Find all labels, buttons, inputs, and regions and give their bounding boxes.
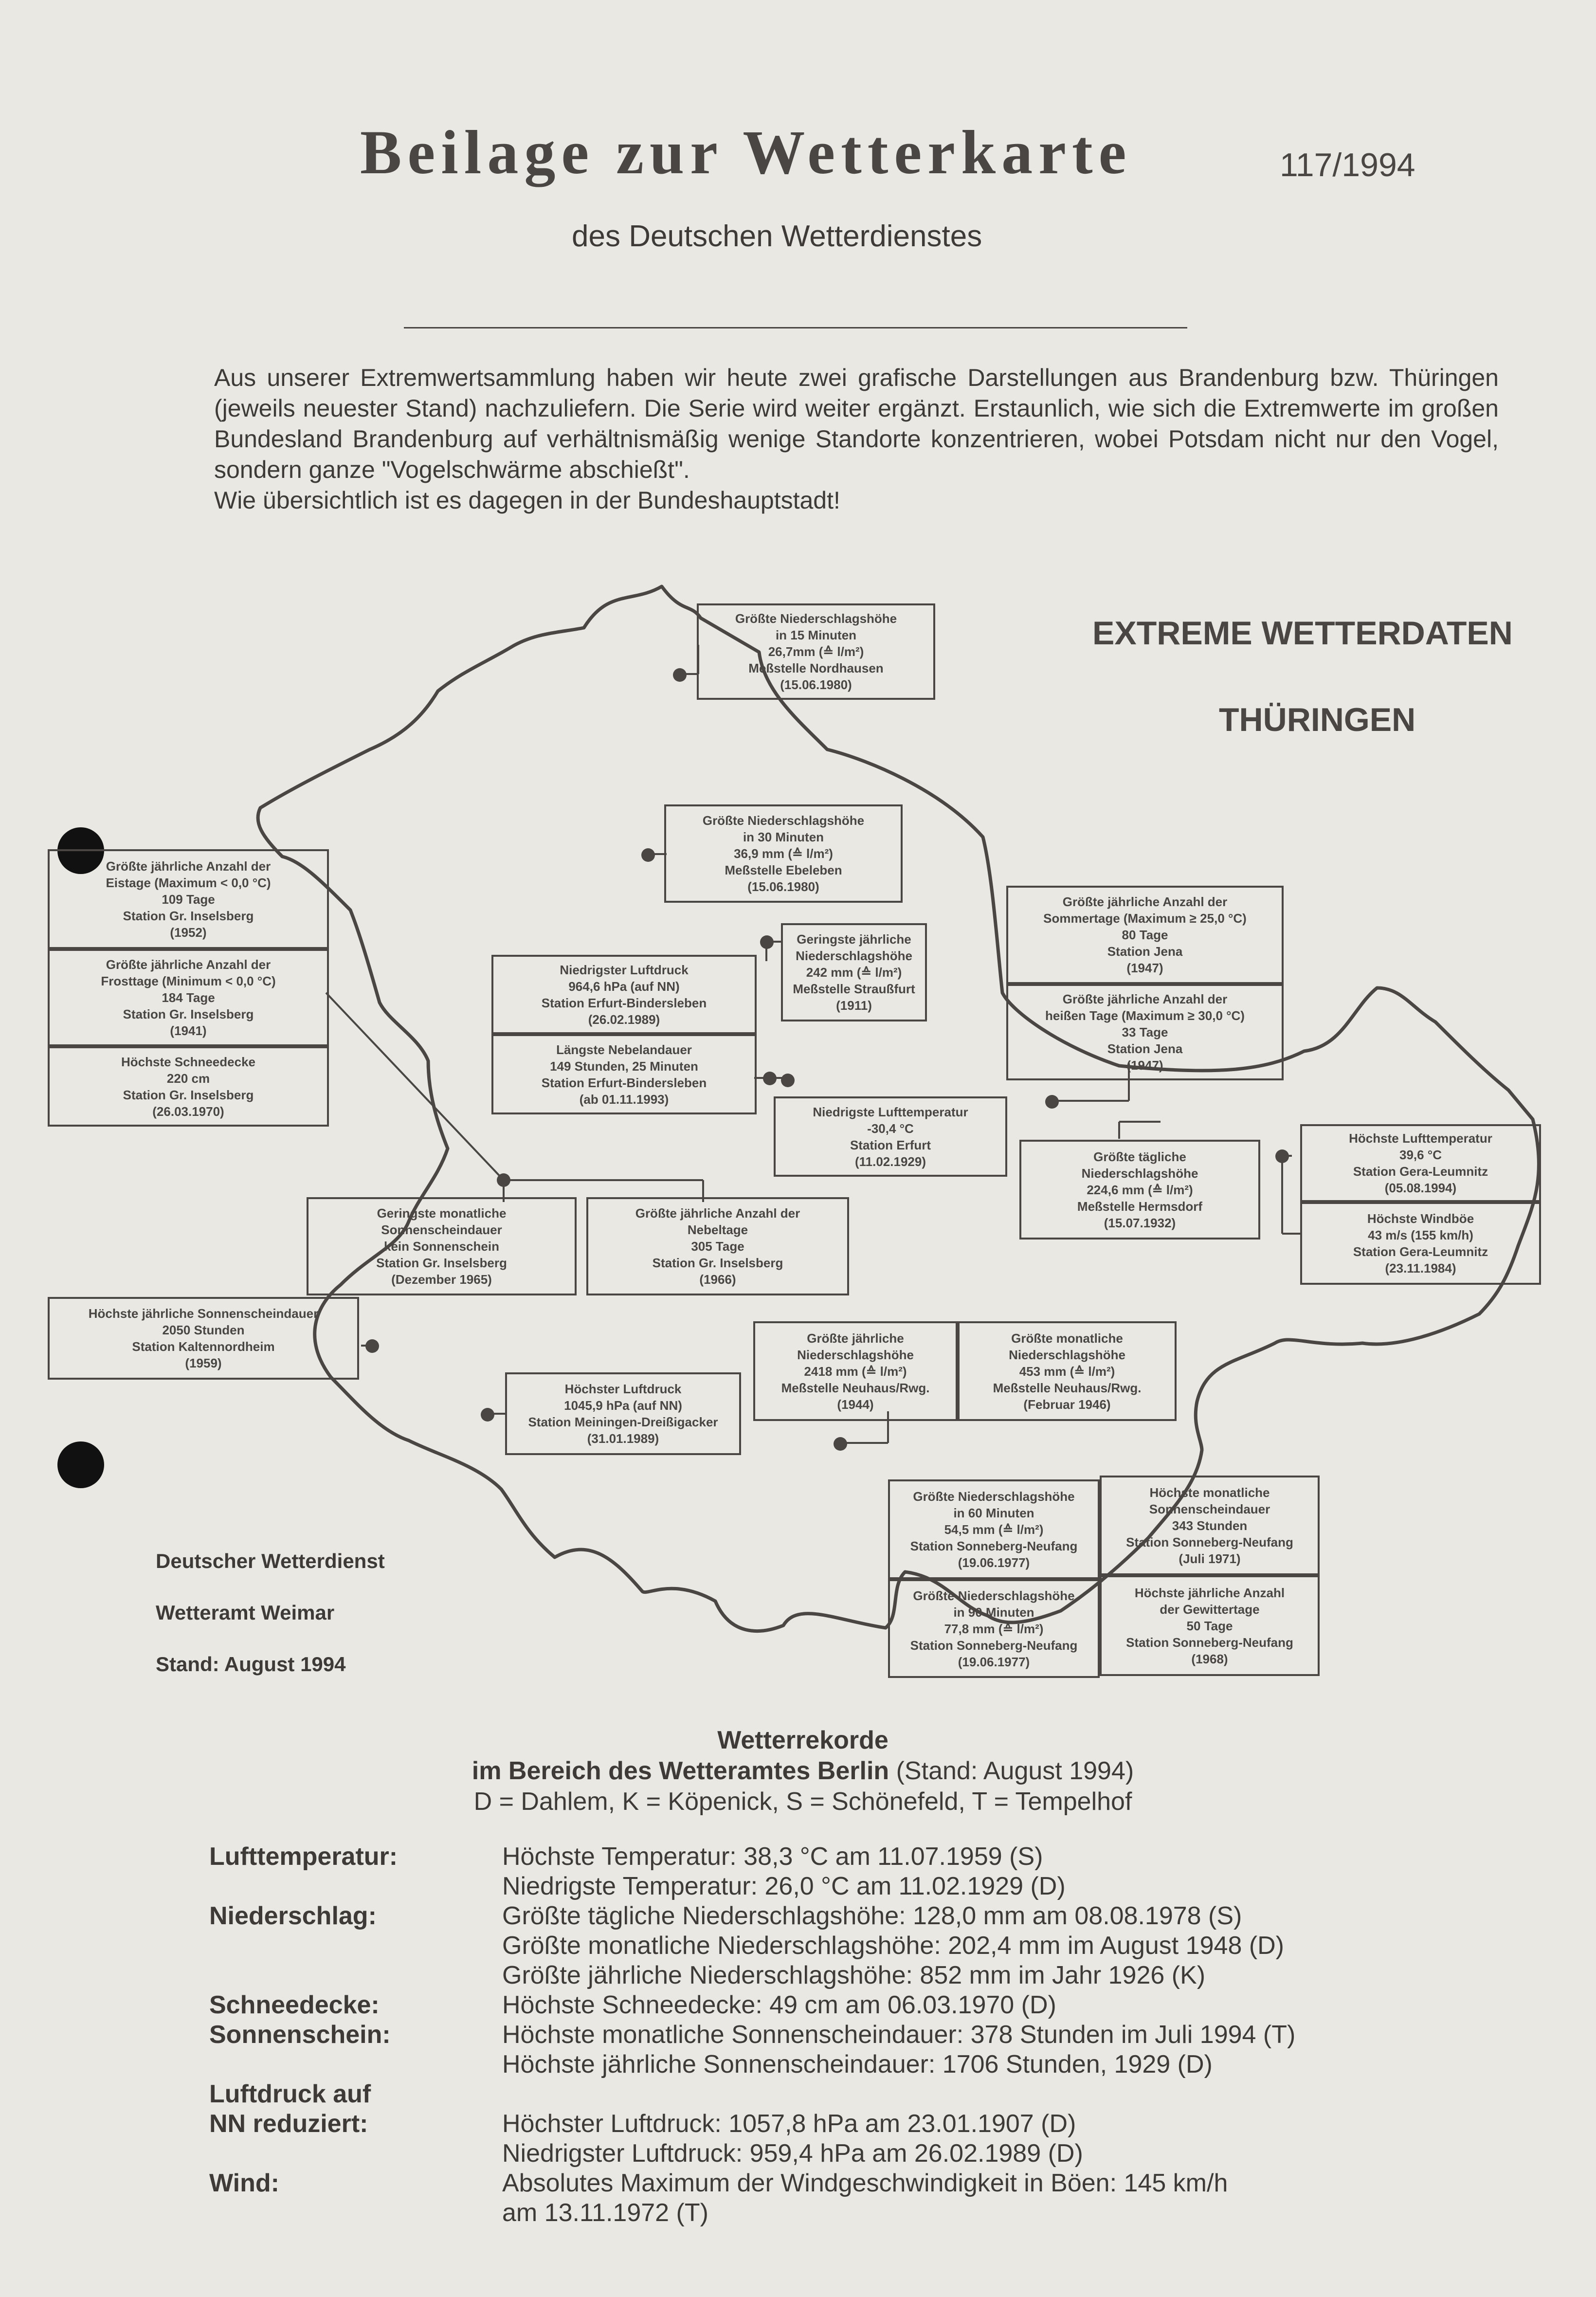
record-box-line: 2050 Stunden [162, 1323, 245, 1337]
issuer-date: Stand: August 1994 [156, 1653, 346, 1676]
map-title: EXTREME WETTERDATEN [1092, 615, 1513, 652]
record-box-line: Geringste monatliche [377, 1206, 507, 1221]
record-box-line: Sonnenscheindauer [1149, 1501, 1270, 1516]
record-value: Größte monatliche Niederschlagshöhe: 202,4 mm im August 1948 (D) [502, 1932, 1284, 1960]
record-box-line: Station Erfurt-Bindersleben [541, 995, 707, 1010]
record-box-line: 50 Tage [1186, 1618, 1233, 1633]
record-box-line: Station Sonneberg-Neufang [1126, 1635, 1293, 1650]
record-box-line: (1941) [170, 1023, 207, 1038]
record-box-sonnemin [307, 1197, 577, 1295]
record-label: Niederschlag: [209, 1902, 377, 1930]
record-box-line: Station Gr. Inselsberg [123, 1007, 254, 1021]
record-box-line: Station Erfurt-Bindersleben [541, 1075, 707, 1090]
record-box-nebel [491, 1034, 757, 1114]
record-box-line: (31.01.1989) [587, 1431, 659, 1446]
records-heading [341, 1725, 1265, 1817]
record-label: Luftdruck auf [209, 2080, 371, 2108]
record-box-line: (05.08.1994) [1384, 1181, 1457, 1195]
record-box-line: Station Erfurt [850, 1137, 931, 1152]
record-box-sonnejahr [48, 1297, 359, 1380]
record-box-line: (15.06.1980) [780, 677, 852, 692]
record-box-line: Größte jährliche Anzahl der [106, 957, 271, 972]
page-subtitle: des Deutschen Wetterdienstes [572, 219, 982, 253]
record-box-sonnemonat [1100, 1476, 1320, 1575]
record-box-line: 77,8 mm (≙ l/m²) [944, 1621, 1044, 1636]
record-box-line: Höchste Lufttemperatur [1349, 1131, 1492, 1146]
record-box-line: Größte jährliche [807, 1331, 904, 1346]
record-box-line: in 60 Minuten [953, 1505, 1034, 1520]
record-box-line: (1952) [170, 925, 207, 940]
record-box-eistage [48, 849, 329, 949]
record-box-line: (ab 01.11.1993) [579, 1092, 669, 1107]
record-box-niedjahrmin [781, 923, 927, 1021]
record-box-line: Meßstelle Ebeleben [725, 863, 842, 877]
records-date: (Stand: August 1994) [889, 1757, 1134, 1785]
record-box-nebeltage [586, 1197, 849, 1295]
issuer-office: Wetteramt Weimar [156, 1601, 335, 1624]
record-box-line: Meßstelle Nordhausen [748, 661, 884, 675]
record-box-line: Höchster Luftdruck [564, 1382, 682, 1396]
record-box-niedtag [1019, 1140, 1260, 1240]
record-box-sommertage [1006, 886, 1284, 984]
records-subtitle [341, 1756, 1265, 1787]
record-value: am 13.11.1972 (T) [502, 2199, 708, 2227]
record-label: Schneedecke: [209, 1991, 380, 2019]
record-box-line: Nebeltage [687, 1222, 748, 1237]
record-box-wind [1300, 1202, 1541, 1285]
record-box-line: Höchste Windböe [1367, 1211, 1474, 1226]
record-box-line: in 90 Minuten [953, 1604, 1034, 1620]
record-box-line: (11.02.1929) [854, 1154, 926, 1169]
record-box-line: (1947) [1126, 1058, 1163, 1073]
record-box-line: Größte monatliche [1011, 1331, 1123, 1346]
record-box-niedmonat [958, 1321, 1177, 1421]
record-box-line: 220 cm [166, 1071, 210, 1086]
record-box-nied15 [697, 603, 935, 700]
record-label: Lufttemperatur: [209, 1842, 398, 1871]
record-box-line: Niederschlagshöhe [1081, 1166, 1198, 1181]
record-box-line: (1947) [1126, 961, 1163, 975]
record-box-line: Station Jena [1107, 1041, 1183, 1056]
record-label: NN reduziert: [209, 2110, 368, 2138]
record-box-line: (19.06.1977) [958, 1555, 1030, 1570]
record-box-heissetage [1006, 984, 1284, 1080]
record-box-line: Größte Niederschlagshöhe [913, 1489, 1075, 1504]
record-box-tempmax [1300, 1124, 1541, 1202]
record-box-line: Station Sonneberg-Neufang [1126, 1534, 1293, 1550]
record-box-line: (1959) [185, 1356, 222, 1370]
record-box-line: Meßstelle Hermsdorf [1077, 1199, 1203, 1214]
record-box-line: 453 mm (≙ l/m²) [1019, 1364, 1115, 1379]
record-box-line: Sonnenscheindauer [381, 1222, 502, 1237]
record-box-line: kein Sonnenschein [384, 1239, 499, 1254]
record-box-line: 109 Tage [162, 892, 215, 907]
record-box-line: 33 Tage [1122, 1025, 1168, 1039]
record-value: Höchste monatliche Sonnenscheindauer: 378 Stunden im Juli 1994 (T) [502, 2021, 1296, 2049]
record-box-line: Geringste jährliche [797, 932, 911, 947]
station-marker [673, 668, 687, 682]
issue-number: 117/1994 [1280, 146, 1415, 183]
record-box-line: Station Sonneberg-Neufang [910, 1638, 1078, 1653]
station-marker [1045, 1095, 1059, 1109]
record-box-line: Meßstelle Neuhaus/Rwg. [781, 1380, 930, 1395]
record-box-line: Höchste Schneedecke [121, 1054, 255, 1069]
record-value: Höchster Luftdruck: 1057,8 hPa am 23.01.1907 (D) [502, 2110, 1076, 2138]
record-box-line: Niederschlagshöhe [796, 948, 912, 963]
record-box-line: Höchste monatliche [1149, 1485, 1270, 1500]
record-box-line: (19.06.1977) [958, 1654, 1030, 1669]
records-title: Wetterrekorde [717, 1726, 889, 1754]
record-box-gewitter [1100, 1575, 1320, 1676]
record-box-line: Größte jährliche Anzahl der [106, 858, 271, 874]
issuer-name: Deutscher Wetterdienst [156, 1550, 385, 1572]
record-box-line: (26.03.1970) [152, 1104, 224, 1119]
intro-closing: Wie übersichtlich ist es dagegen in der Bundeshauptstadt! [214, 487, 840, 514]
record-box-line: (Juli 1971) [1179, 1551, 1241, 1566]
record-box-line: Station Sonneberg-Neufang [910, 1538, 1078, 1553]
record-box-line: 80 Tage [1122, 928, 1168, 942]
record-box-line: 2418 mm (≙ l/m²) [804, 1364, 907, 1379]
record-box-line: in 30 Minuten [743, 830, 824, 844]
record-box-line: Station Kaltennordheim [132, 1339, 275, 1354]
record-box-tempmin [774, 1096, 1007, 1177]
record-box-line: Niederschlagshöhe [1009, 1347, 1125, 1362]
record-box-line: Station Meiningen-Dreißigacker [528, 1415, 718, 1429]
record-box-line: Größte jährliche Anzahl der [1062, 992, 1228, 1006]
record-box-nied30 [664, 804, 903, 903]
record-box-line: -30,4 °C [867, 1121, 914, 1136]
record-box-line: Station Gr. Inselsberg [652, 1256, 783, 1270]
page-title: Beilage zur Wetterkarte [360, 118, 1132, 187]
record-box-line: Größte Niederschlagshöhe [735, 611, 897, 626]
record-box-line: 54,5 mm (≙ l/m²) [944, 1522, 1044, 1537]
record-box-line: Größte jährliche Anzahl der [1062, 894, 1228, 909]
record-box-line: Größte Niederschlagshöhe [913, 1588, 1075, 1603]
record-box-line: 242 mm (≙ l/m²) [806, 965, 902, 980]
record-box-line: 39,6 °C [1399, 1148, 1442, 1162]
record-box-line: heißen Tage (Maximum ≥ 30,0 °C) [1045, 1008, 1245, 1023]
record-box-line: 224,6 mm (≙ l/m²) [1087, 1182, 1193, 1197]
record-box-line: 36,9 mm (≙ l/m²) [734, 846, 833, 861]
record-box-nied90 [888, 1579, 1100, 1678]
record-value: Größte jährliche Niederschlagshöhe: 852 mm im Jahr 1926 (K) [502, 1961, 1206, 1989]
intro-paragraph: Aus unserer Extremwertsammlung haben wir heute zwei grafische Darstellungen aus Brandenburg bzw. Thüringen (jeweils neuester Stand) nachzuliefern. Die Serie wird weiter ergänzt. Erstaunlich, wie sich die Extremwerte im großen Bundesland Brandenburg auf verhältnismäßig wenige Standorte konzentrieren, wobei Potsdam nicht nur den Vogel, sondern ganze "Vogelschwärme abschießt". [214, 364, 1499, 483]
record-box-schnee [48, 1046, 329, 1127]
record-box-line: Größte jährliche Anzahl der [635, 1206, 800, 1221]
station-marker [781, 1074, 795, 1087]
record-label: Sonnenschein: [209, 2021, 391, 2049]
record-box-line: (15.06.1980) [747, 879, 819, 894]
record-box-line: Sommertage (Maximum ≥ 25,0 °C) [1043, 911, 1247, 926]
record-box-line: (15.07.1932) [1104, 1215, 1176, 1230]
record-box-line: (1968) [1191, 1651, 1228, 1666]
record-box-line: (23.11.1984) [1385, 1261, 1456, 1276]
record-box-line: (1911) [836, 998, 872, 1013]
record-box-line: in 15 Minuten [775, 628, 857, 642]
record-box-line: Station Gr. Inselsberg [376, 1256, 507, 1270]
station-marker [1275, 1149, 1289, 1163]
record-box-luftdruckmin [491, 955, 757, 1034]
record-box-line: Größte Niederschlagshöhe [702, 813, 865, 828]
record-label: Wind: [209, 2169, 279, 2197]
record-value: Niedrigste Temperatur: 26,0 °C am 11.02.1929 (D) [502, 1872, 1066, 1900]
record-box-line: Höchste jährliche Anzahl [1134, 1585, 1285, 1600]
record-box-luftdruckmax [505, 1372, 741, 1455]
record-box-line: Station Jena [1107, 944, 1183, 959]
record-box-line: 149 Stunden, 25 Minuten [550, 1058, 698, 1074]
record-box-line: Station Gr. Inselsberg [123, 908, 254, 923]
record-box-line: 1045,9 hPa (auf NN) [564, 1398, 682, 1413]
record-box-line: Station Gera-Leumnitz [1353, 1164, 1488, 1179]
record-box-line: Höchste jährliche Sonnenscheindauer [88, 1306, 319, 1321]
records-legend: D = Dahlem, K = Köpenick, S = Schönefeld, T = Tempelhof [473, 1787, 1132, 1816]
record-box-line: (Dezember 1965) [391, 1272, 492, 1287]
record-box-line: Frosttage (Minimum < 0,0 °C) [101, 974, 276, 988]
record-box-line: (Februar 1946) [1023, 1397, 1111, 1412]
record-value: Höchste Schneedecke: 49 cm am 06.03.1970 (D) [502, 1991, 1056, 2019]
record-box-line: Längste Nebelandauer [556, 1042, 692, 1057]
record-box-line: 343 Stunden [1172, 1518, 1248, 1533]
station-marker [760, 935, 774, 949]
record-box-line: der Gewittertage [1160, 1602, 1260, 1617]
station-marker [763, 1072, 777, 1085]
record-box-line: Niedrigste Lufttemperatur [813, 1104, 968, 1119]
record-box-line: Meßstelle Straußfurt [793, 982, 915, 996]
record-box-line: Niedrigster Luftdruck [560, 962, 689, 977]
station-marker [481, 1408, 494, 1422]
record-box-nied60 [888, 1479, 1100, 1579]
record-value: Absolutes Maximum der Windgeschwindigkeit in Böen: 145 km/h [502, 2169, 1228, 2197]
station-marker [365, 1339, 379, 1353]
station-marker [834, 1437, 847, 1451]
record-box-line: 43 m/s (155 km/h) [1368, 1228, 1473, 1242]
record-value: Höchste Temperatur: 38,3 °C am 11.07.1959 (S) [502, 1842, 1043, 1871]
record-box-line: 305 Tage [691, 1239, 744, 1254]
record-box-line: Größte tägliche [1093, 1149, 1186, 1164]
record-box-frosttage [48, 949, 329, 1046]
map-subtitle: THÜRINGEN [1219, 701, 1416, 738]
record-value: Höchste jährliche Sonnenscheindauer: 1706 Stunden, 1929 (D) [502, 2050, 1213, 2078]
record-box-line: 964,6 hPa (auf NN) [568, 979, 680, 994]
station-marker [497, 1173, 510, 1187]
record-box-line: Eistage (Maximum < 0,0 °C) [106, 875, 271, 890]
record-box-line: Station Gr. Inselsberg [123, 1087, 254, 1102]
record-value: Niedrigster Luftdruck: 959,4 hPa am 26.02.1989 (D) [502, 2139, 1083, 2168]
records-area: im Bereich des Wetteramtes Berlin [472, 1757, 889, 1785]
record-box-line: (1944) [837, 1397, 874, 1412]
record-box-line: (1966) [699, 1272, 736, 1287]
record-box-line: Station Gera-Leumnitz [1353, 1244, 1488, 1259]
record-box-line: (26.02.1989) [588, 1012, 660, 1027]
station-marker [641, 848, 655, 862]
record-box-line: 184 Tage [162, 990, 215, 1005]
record-box-line: Niederschlagshöhe [797, 1347, 914, 1362]
record-value: Größte tägliche Niederschlagshöhe: 128,0 mm am 08.08.1978 (S) [502, 1902, 1242, 1930]
record-box-niedjahrmax [753, 1321, 958, 1421]
record-box-line: 26,7mm (≙ l/m²) [768, 644, 864, 659]
issuer-block [156, 1535, 385, 1690]
record-box-line: Meßstelle Neuhaus/Rwg. [993, 1380, 1142, 1395]
